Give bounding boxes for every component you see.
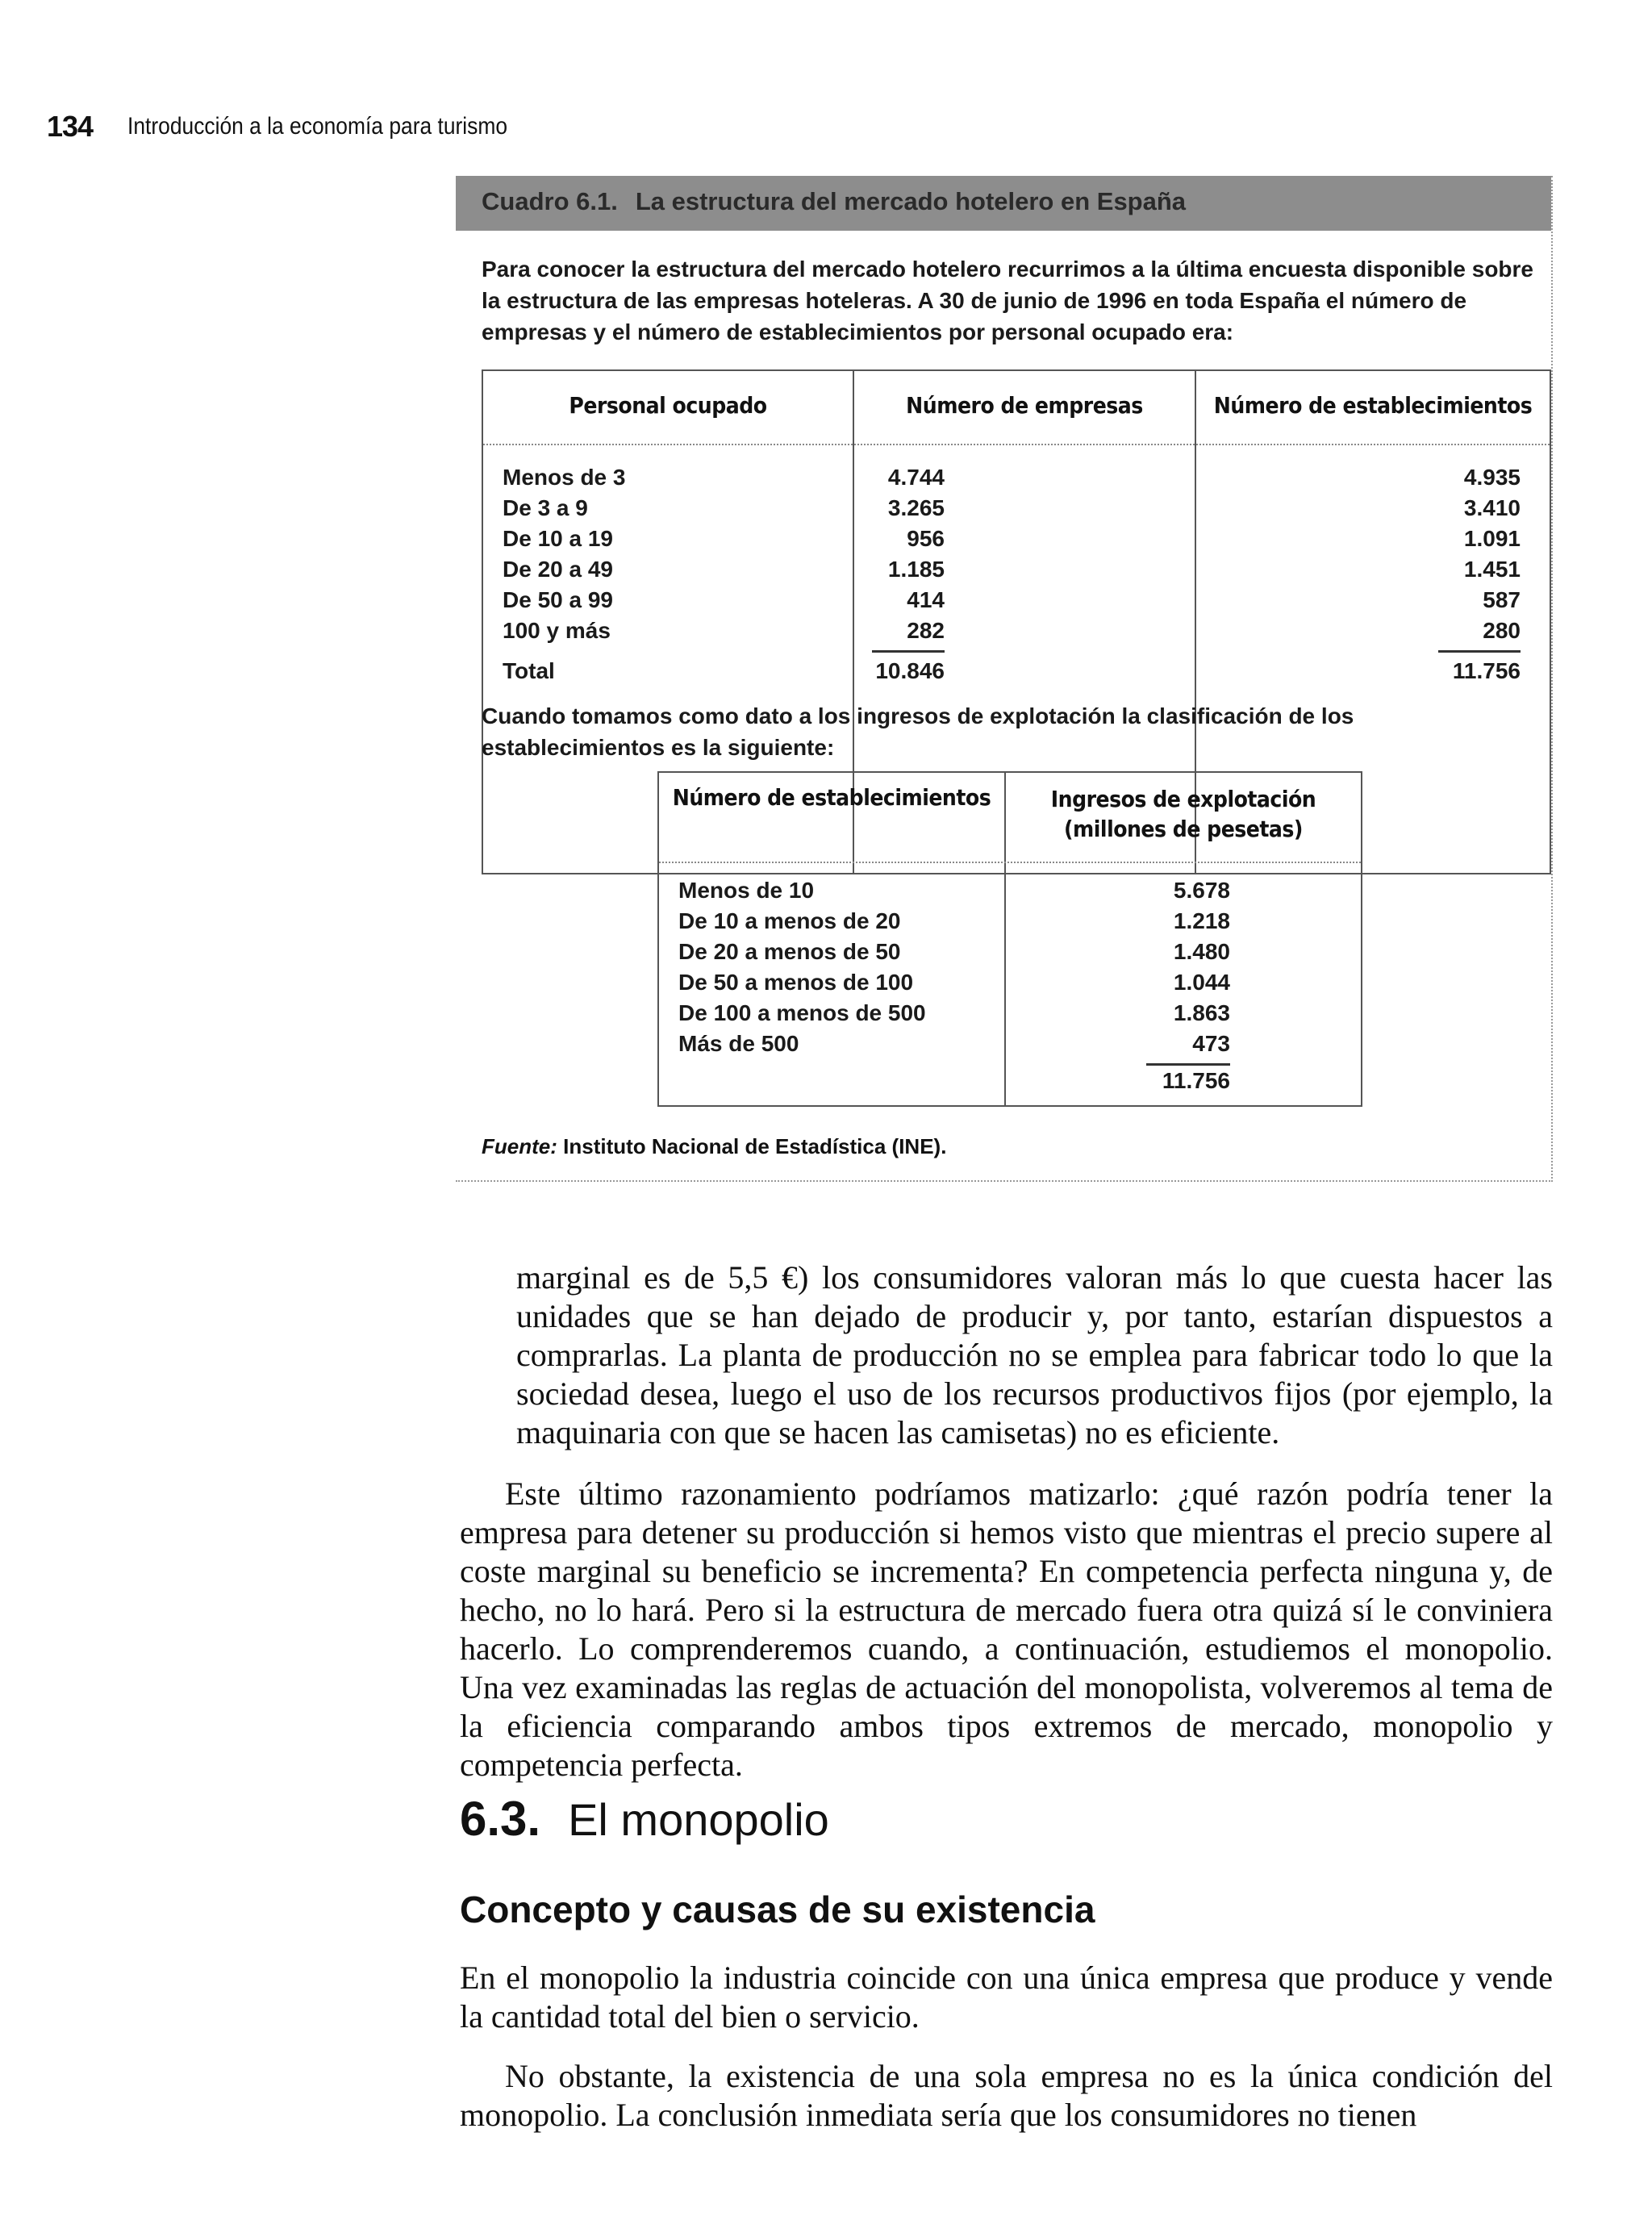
t1-row-label: De 20 a 49 [503, 557, 613, 582]
t1-empresas-value: 956 [907, 526, 945, 551]
t1-establecimientos-sum-line [1438, 650, 1521, 653]
t1-row-label: De 3 a 9 [503, 495, 588, 520]
t1-empresas-total: 10.846 [875, 658, 945, 683]
box-title-bar [456, 176, 1551, 231]
t1-empresas-value: 4.744 [887, 465, 945, 490]
body-paragraph-3: En el monopolio la industria coincide con una única empresa que produce y vende la cantidad total del bien o servicio. [460, 1959, 1553, 2035]
t1-total-label: Total [503, 658, 555, 683]
subsection-heading: Concepto y causas de su existencia [460, 1889, 1095, 1930]
t2-ingresos-value: 1.863 [1173, 1000, 1230, 1025]
t1-establecimientos-value: 3.410 [1463, 495, 1521, 520]
t1-empresas-value: 3.265 [887, 495, 945, 520]
section-number: 6.3. [460, 1792, 541, 1846]
t1-establecimientos-value: 587 [1483, 587, 1521, 612]
table-ingresos-explotacion [657, 771, 1362, 1107]
box-middle-text: Cuando tomamos como dato a los ingresos de explotación la clasificación de los establecimientos es la siguiente: [482, 703, 1354, 760]
source-label: Fuente: [482, 1134, 557, 1158]
t2-header-ingresos: Ingresos de explotación (millones de pesetas) [1050, 786, 1316, 842]
t2-ingresos-value: 1.480 [1173, 939, 1230, 964]
t1-row-label: De 50 a 99 [503, 587, 613, 612]
running-title: Introducción a la economía para turismo [127, 113, 508, 140]
t2-row-label: De 10 a menos de 20 [678, 908, 901, 933]
t1-empresas-value: 1.185 [887, 557, 945, 582]
box-label: Cuadro 6.1. [482, 187, 618, 215]
t1-establecimientos-value: 1.451 [1463, 557, 1521, 582]
body-paragraph-4: No obstante, la existencia de una sola empresa no es la única condición del monopolio. La conclusión inmediata sería que los consumidores no tienen [460, 2058, 1553, 2133]
t1-header-empresas: Número de empresas [906, 392, 1143, 419]
section-heading [460, 1791, 829, 1847]
t2-row-label: Más de 500 [678, 1031, 799, 1056]
t1-empresas-sum-line [872, 650, 945, 653]
body-paragraph-2: Este último razonamiento podríamos matizarlo: ¿qué razón podría tener la empresa para detener su producción si hemos visto que mientras el precio supere al coste marginal su beneficio se incrementa? En competencia perfecta ninguna y, de hecho, no lo hará. Pero si la estructura de mercado fuera otra quizá sí le conviniera hacerlo. Lo comprenderemos cuando, a continuación, estudiemos el monopolio. Una vez examinadas las reglas de actuación del monopolista, volveremos al tema de la eficiencia comparando ambos tipos extremos de mercado, monopolio y competencia perfecta. [460, 1475, 1553, 1783]
box-intro: Para conocer la estructura del mercado hotelero recurrimos a la última encuesta disponible sobre la estructura de las empresas hoteleras. A 30 de junio de 1996 en toda España el número de empresas y el número de establecimientos por personal ocupado era: [482, 257, 1533, 344]
t2-ingresos-total: 11.756 [1162, 1068, 1230, 1093]
t2-sum-line [1146, 1063, 1230, 1066]
t1-establecimientos-value: 280 [1483, 618, 1521, 643]
box-title-text: La estructura del mercado hotelero en España [635, 187, 1187, 215]
t2-row-label: De 100 a menos de 500 [678, 1000, 926, 1025]
body-paragraph-1: marginal es de 5,5 €) los consumidores valoran más lo que cuesta hacer las unidades que se han dejado de producir y, por tanto, estarían dispuestos a comprarlas. La planta de producción no se emplea para fabricar todo lo que la sociedad desea, luego el uso de los recursos productivos fijos (por ejemplo, la maquinaria con que se hacen las camisetas) no es eficiente. [516, 1259, 1553, 1450]
box-title [482, 187, 1186, 216]
section-title: El monopolio [568, 1794, 829, 1845]
t2-row-label: Menos de 10 [678, 878, 815, 903]
t2-ingresos-value: 1.044 [1173, 970, 1230, 995]
t1-empresas-value: 282 [907, 618, 945, 643]
t1-establecimientos-value: 1.091 [1463, 526, 1521, 551]
table-source [482, 1134, 946, 1159]
t2-ingresos-value: 1.218 [1173, 908, 1230, 933]
t2-ingresos-value: 5.678 [1173, 878, 1230, 903]
t2-row-label: De 50 a menos de 100 [678, 970, 914, 995]
source-text: Instituto Nacional de Estadística (INE). [563, 1134, 947, 1158]
t1-header-personal: Personal ocupado [569, 392, 767, 419]
t1-establecimientos-value: 4.935 [1463, 465, 1521, 490]
t1-establecimientos-total: 11.756 [1452, 658, 1521, 683]
table-box-cuadro [456, 176, 1553, 1182]
t1-header-establecimientos: Número de establecimientos [1213, 392, 1533, 419]
page-number: 134 [47, 110, 94, 143]
t2-header-establecimientos: Número de establecimientos [672, 784, 991, 811]
t2-ingresos-value: 473 [1192, 1031, 1230, 1056]
t1-row-label: 100 y más [503, 618, 611, 643]
t1-row-label: Menos de 3 [503, 465, 626, 490]
t1-empresas-value: 414 [907, 587, 945, 612]
t2-row-label: De 20 a menos de 50 [678, 939, 901, 964]
t1-row-label: De 10 a 19 [503, 526, 613, 551]
